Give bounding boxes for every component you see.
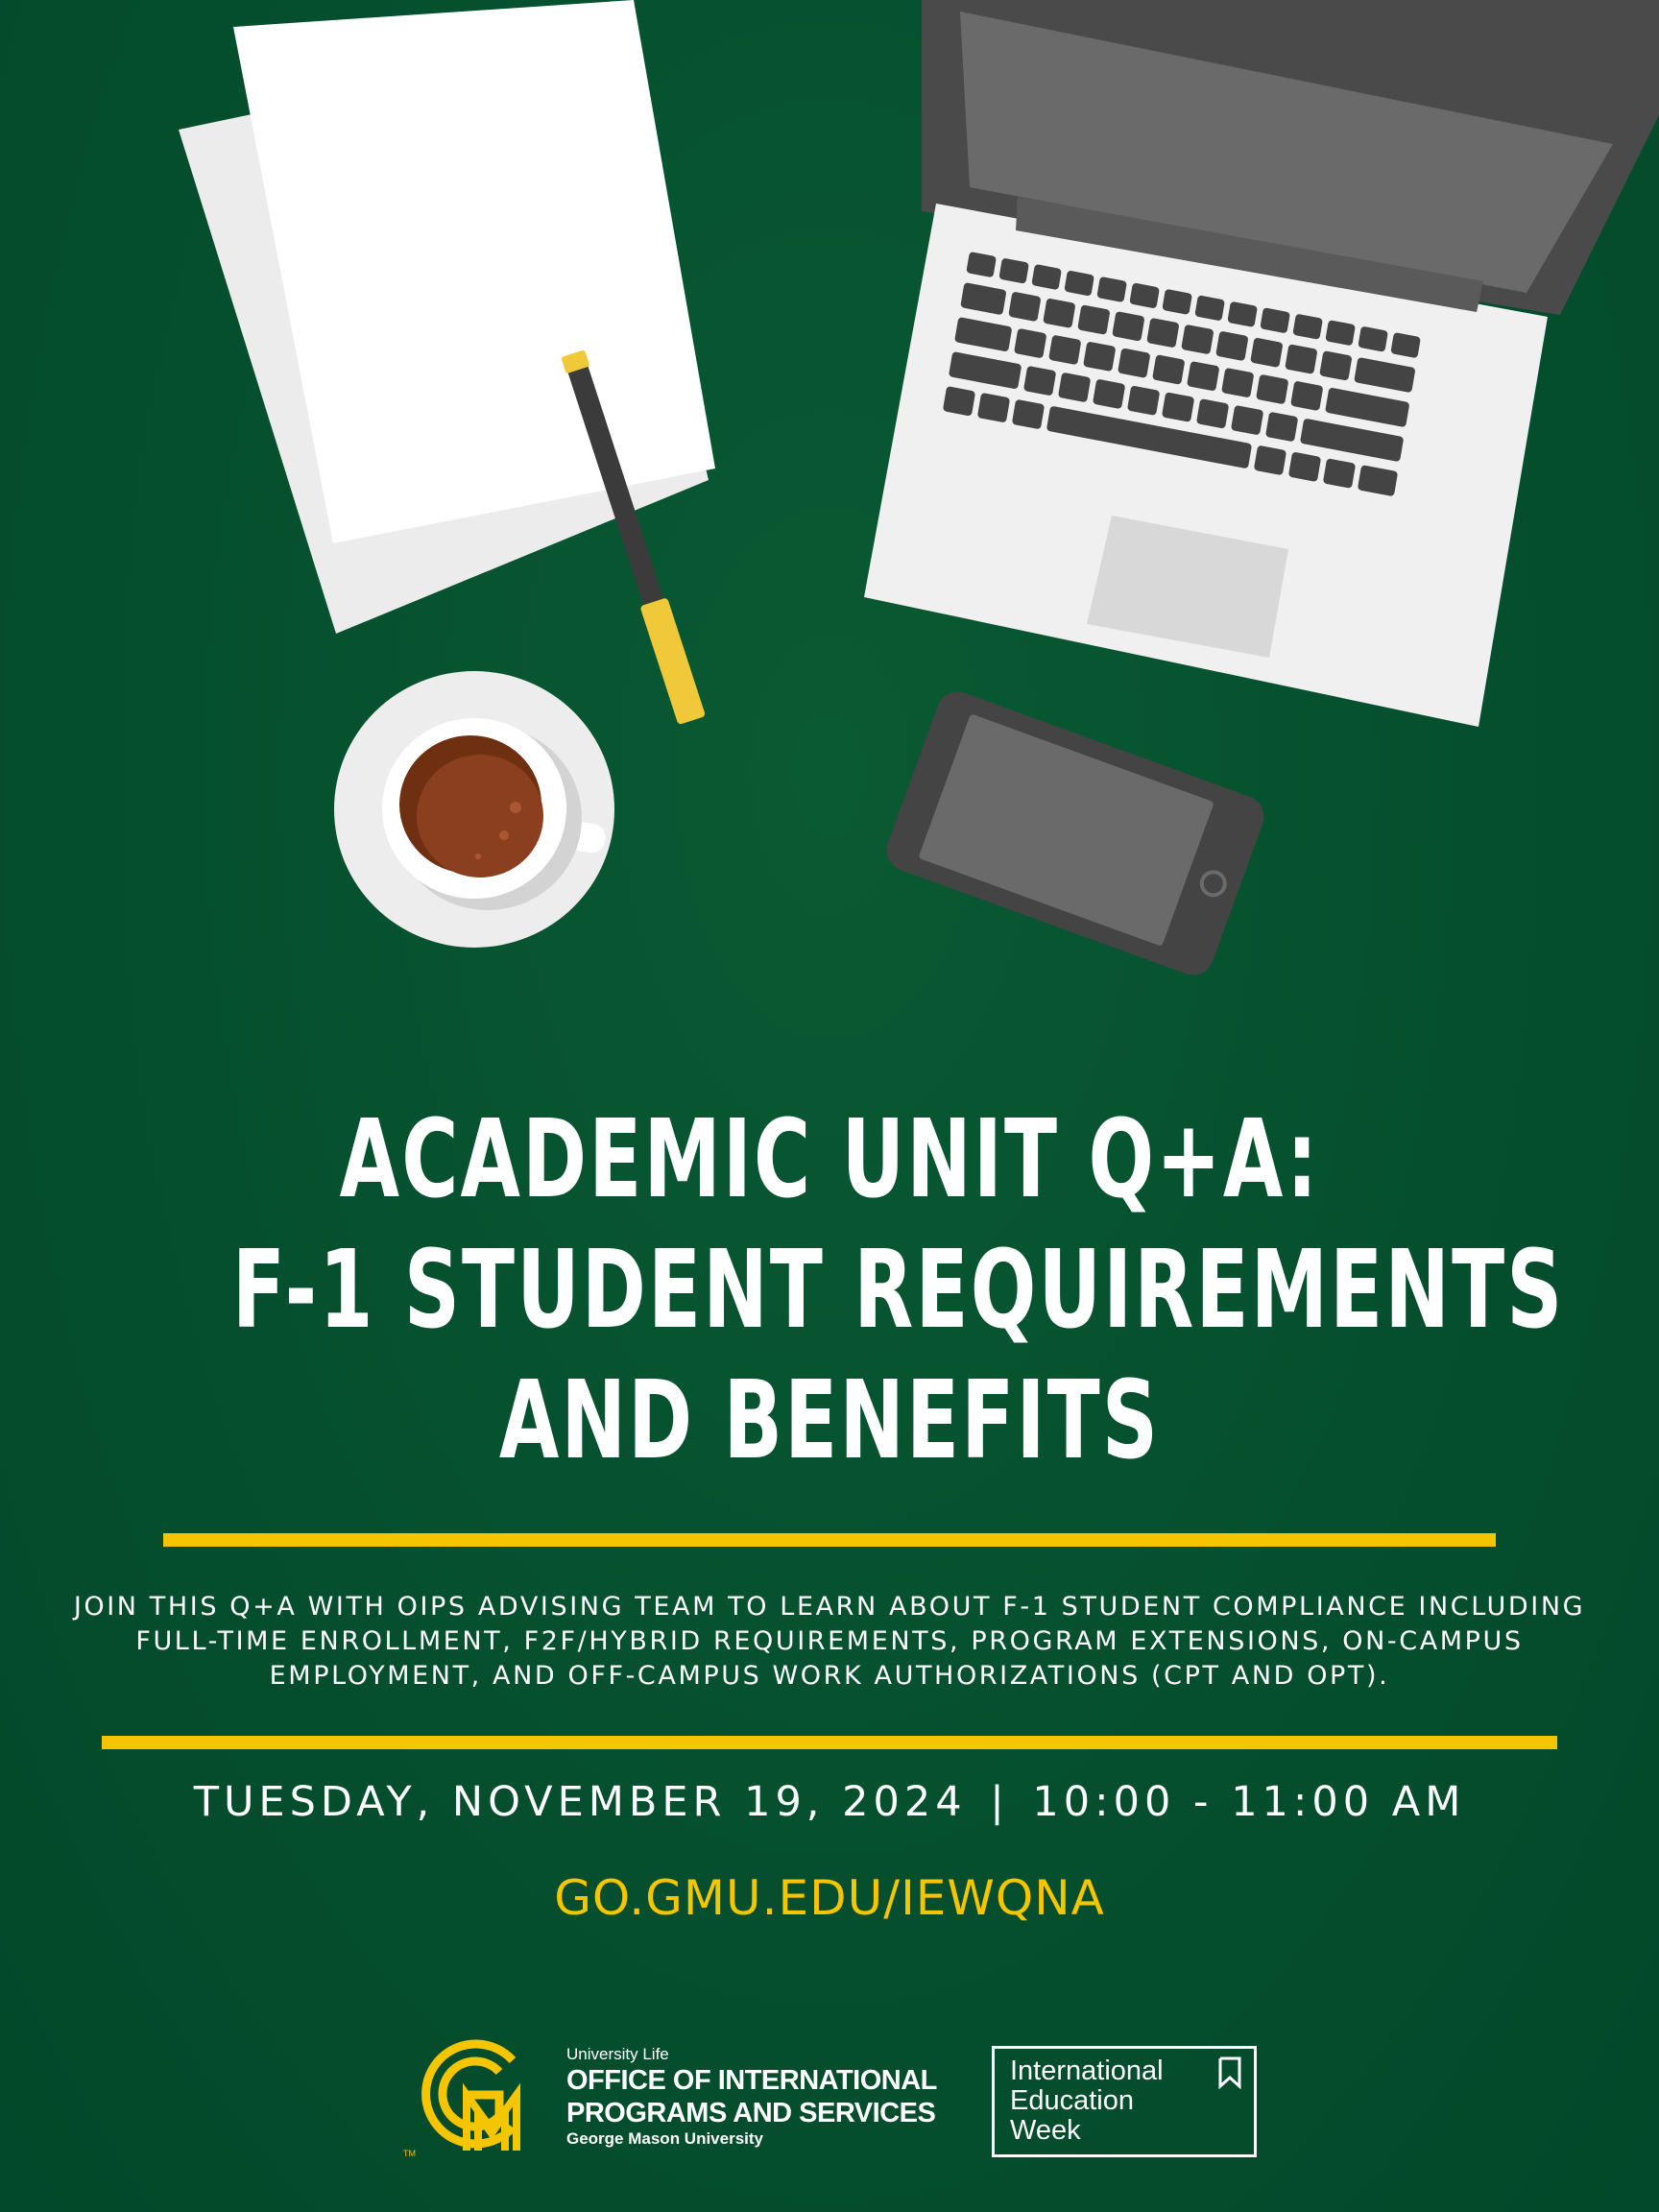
event-datetime	[0, 1778, 1659, 1826]
iew-line-2: Education	[1010, 2085, 1134, 2116]
description-line-2: FULL-TIME ENROLLMENT, F2F/HYBRID REQUIREMENTS, PROGRAM EXTENSIONS, ON-CAMPUS	[135, 1626, 1524, 1656]
iew-line-1: International	[1010, 2056, 1164, 2086]
gmu-logo-tm: TM	[403, 2149, 416, 2158]
iew-line-3: Week	[1010, 2115, 1081, 2146]
oips-name-line-2: PROGRAMS AND SERVICES	[566, 2098, 936, 2128]
gmu-logo	[399, 2033, 553, 2158]
event-title	[0, 1094, 1659, 1486]
registration-link[interactable]: GO.GMU.EDU/IEWQNA	[554, 1870, 1105, 1926]
event-date: TUESDAY, NOVEMBER 19, 2024	[193, 1778, 967, 1826]
description-line-3: EMPLOYMENT, AND OFF-CAMPUS WORK AUTHORIZATIONS (CPT AND OPT).	[269, 1661, 1390, 1691]
oips-name-line-1: OFFICE OF INTERNATIONAL	[566, 2065, 937, 2096]
divider-bottom	[102, 1736, 1557, 1749]
smartphone-illustration	[880, 685, 1269, 980]
laptop-illustration	[864, 0, 1659, 727]
title-line-3: AND BENEFITS	[498, 1358, 1161, 1483]
event-time: 10:00 - 11:00 AM	[1032, 1778, 1466, 1826]
oips-wordmark	[566, 2045, 937, 2149]
desk-illustration	[0, 0, 1659, 998]
event-description	[29, 1590, 1630, 1694]
oips-overline: University Life	[566, 2045, 669, 2063]
description-line-1: JOIN THIS Q+A WITH OIPS ADVISING TEAM TO LEARN ABOUT F-1 STUDENT COMPLIANCE INCLUDING	[73, 1592, 1586, 1622]
title-line-1: ACADEMIC UNIT Q+A:	[339, 1097, 1320, 1222]
coffee-cup-illustration	[334, 671, 614, 948]
bookmark-icon	[1217, 2056, 1242, 2089]
divider-top	[163, 1533, 1496, 1547]
title-line-2: F-1 STUDENT REQUIREMENTS	[231, 1228, 1565, 1353]
oips-university: George Mason University	[566, 2129, 764, 2148]
date-time-separator: |	[990, 1778, 1009, 1826]
iew-logo	[992, 2046, 1257, 2157]
